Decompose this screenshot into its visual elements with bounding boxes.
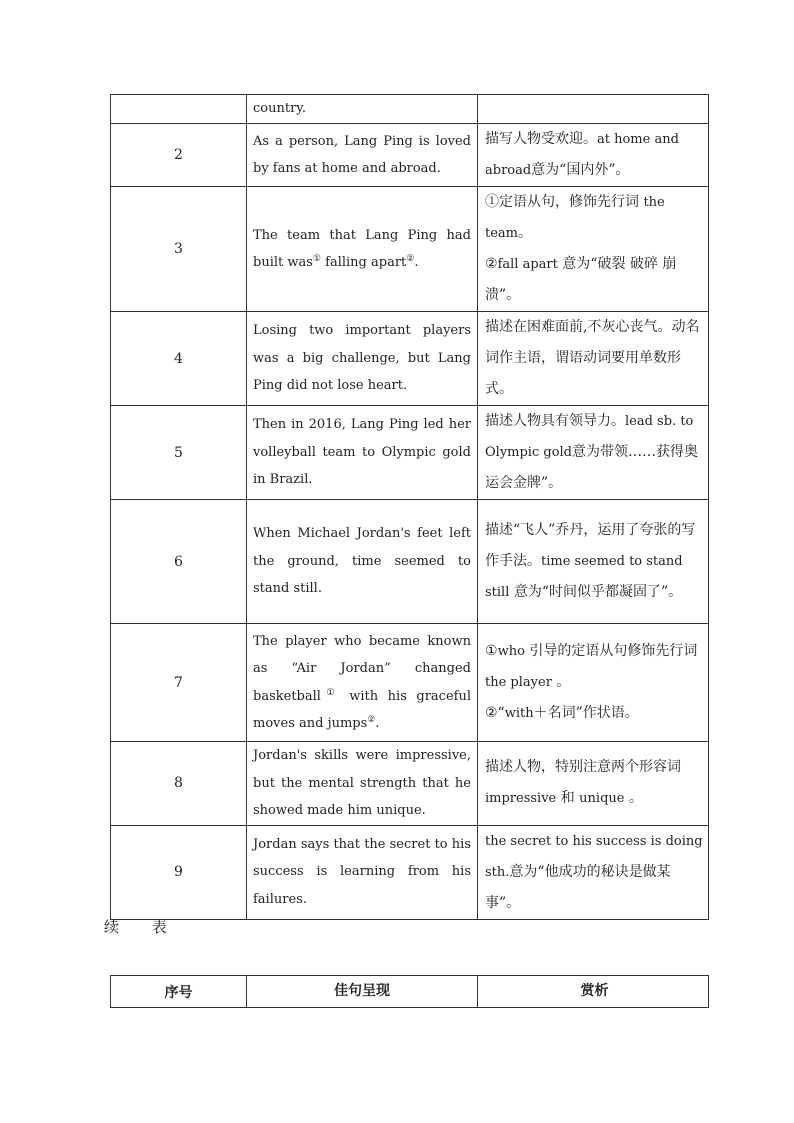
analysis-line: ②“with＋名词”作状语。 [485, 705, 639, 721]
analysis-cell: 描述在困难面前,不灰心丧气。动名词作主语，谓语动词要用单数形式。 [478, 312, 709, 406]
table-row [111, 124, 709, 187]
header-row [111, 976, 709, 1008]
sentence-cell: Jordan's skills were impressive, but the mental strength that he showed made him unique. [247, 742, 478, 826]
analysis-cell: the secret to his success is doing sth.意为“他成功的秘诀是做某事”。 [478, 825, 709, 919]
row-number: 7 [111, 624, 247, 742]
row-number: 4 [111, 312, 247, 406]
header-col-sentence: 佳句呈现 [247, 976, 478, 1008]
footnote-marker: ① [312, 254, 321, 264]
footnote-marker: ① [320, 687, 340, 698]
row-number: 3 [111, 187, 247, 312]
analysis-line: ①who 引导的定语从句修饰先行词 the player 。 [485, 643, 698, 690]
row-number: 2 [111, 124, 247, 187]
footnote-marker: ② [367, 715, 376, 725]
sentence-cell: Then in 2016, Lang Ping led her volleyball team to Olympic gold in Brazil. [247, 406, 478, 500]
table-row [111, 825, 709, 919]
sentence-cell: Losing two important players was a big challenge, but Lang Ping did not lose heart. [247, 312, 478, 406]
row-number: 6 [111, 500, 247, 624]
sentence-cell: As a person, Lang Ping is loved by fans at home and abroad. [247, 124, 478, 187]
analysis-cell [478, 624, 709, 742]
continued-label: 续 表 [104, 918, 181, 936]
analysis-cell [478, 95, 709, 124]
table-row [111, 187, 709, 312]
header-col-analysis: 赏析 [478, 976, 709, 1008]
footnote-marker: ② [406, 254, 415, 264]
analysis-cell: 描述人物具有领导力。lead sb. to Olympic gold意为带领……获得奥运会金牌”。 [478, 406, 709, 500]
sentence-cell: The player who became known as “Air Jordan” changed basketball① with his graceful moves and jumps②. [247, 624, 478, 742]
sentence-table [110, 94, 709, 920]
analysis-cell: 描写人物受欢迎。at home and abroad意为“国内外”。 [478, 124, 709, 187]
continued-table-header [110, 975, 709, 1008]
row-number: 5 [111, 406, 247, 500]
row-number: 9 [111, 825, 247, 919]
table-row [111, 742, 709, 826]
analysis-line: ①定语从句，修饰先行词 the team。 [485, 194, 665, 241]
sentence-cell: Jordan says that the secret to his success is learning from his failures. [247, 825, 478, 919]
table-row [111, 406, 709, 500]
analysis-line: ②fall apart 意为“破裂 破碎 崩溃”。 [485, 256, 677, 303]
sentence-cell: country. [247, 95, 478, 124]
analysis-cell: 描述人物，特别注意两个形容词 impressive 和 unique 。 [478, 742, 709, 826]
analysis-cell [478, 187, 709, 312]
sentence-cell: The team that Lang Ping had built was① falling apart②. [247, 187, 478, 312]
sentence-cell: When Michael Jordan's feet left the ground, time seemed to stand still. [247, 500, 478, 624]
table-row [111, 500, 709, 624]
row-number [111, 95, 247, 124]
table-row [111, 312, 709, 406]
table-row [111, 95, 709, 124]
row-number: 8 [111, 742, 247, 826]
header-col-number: 序号 [111, 976, 247, 1008]
table-row [111, 624, 709, 742]
analysis-cell: 描述“飞人”乔丹，运用了夸张的写作手法。time seemed to stand still 意为“时间似乎都凝固了”。 [478, 500, 709, 624]
